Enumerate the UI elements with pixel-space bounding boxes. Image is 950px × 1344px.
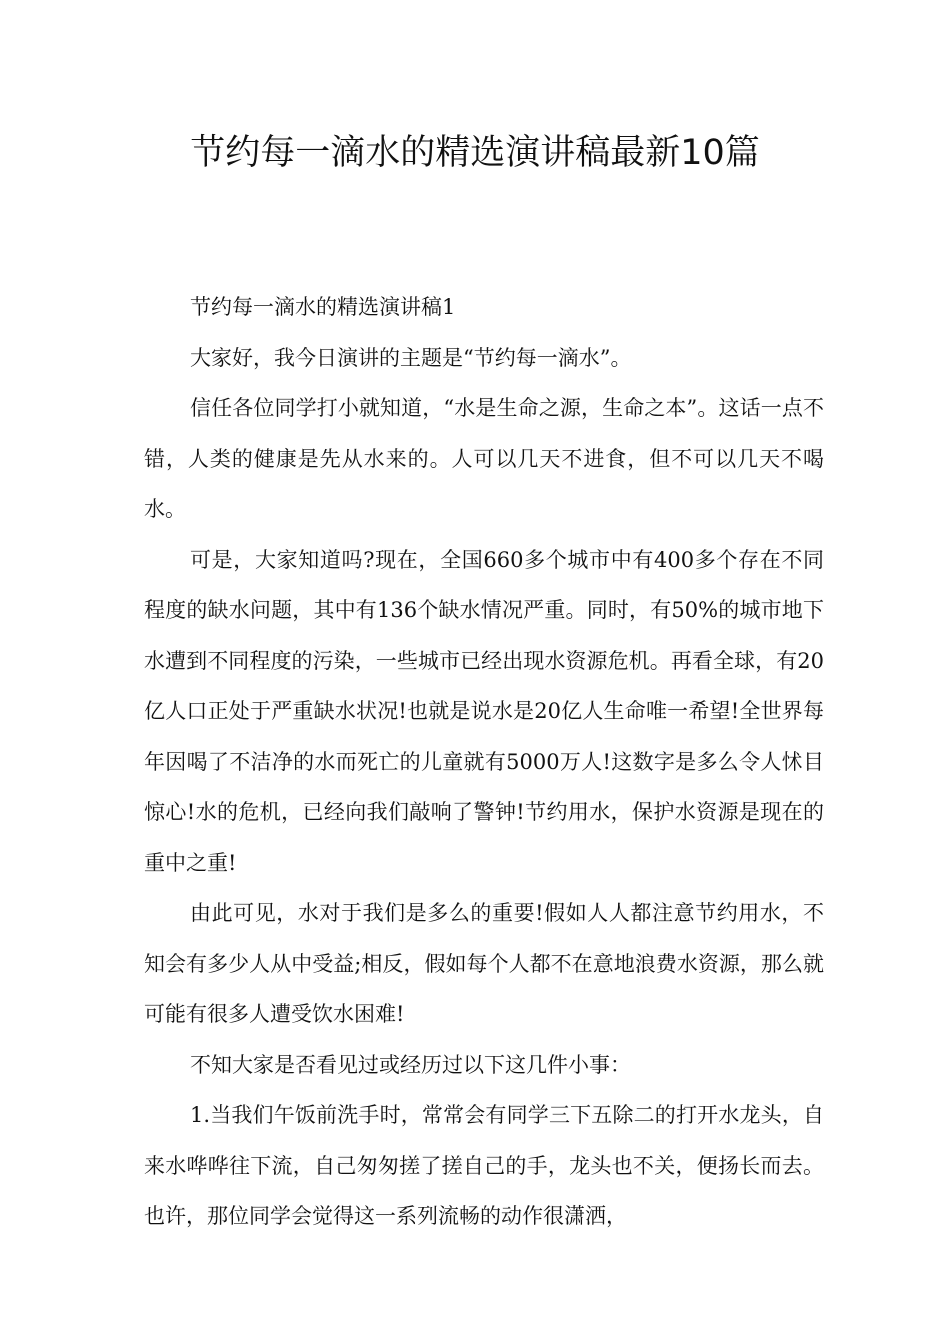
paragraph: 大家好，我今日演讲的主题是“节约每一滴水”。 [190,345,632,370]
paragraph-heading: 节约每一滴水的精选演讲稿1 [190,295,456,319]
paragraph: 不知大家是否看见过或经历过以下这几件小事： [190,1052,631,1077]
document-body [144,282,824,1242]
paragraph: 可是，大家知道吗?现在，全国660多个城市中有400多个存在不同程度的缺水问题，其中有136个缺水情况严重。同时，有50%的城市地下水遭到不同程度的污染，一些城市已经出现水资源危机。再看全球，有20亿人口正处于严重缺水状况!也就是说水是20亿人生命唯一希望!全世界每年因喝了不洁净的水而死亡的儿童就有5000万人!这数字是多么令人怵目惊心!水的危机，已经向我们敲响了警钟!节约用水，保护水资源是现在的重中之重! [144,547,824,875]
paragraph: 1.当我们午饭前洗手时，常常会有同学三下五除二的打开水龙头，自来水哗哗往下流，自己匆匆搓了搓自己的手，龙头也不关，便扬长而去。也许，那位同学会觉得这一系列流畅的动作很潇洒， [144,1103,824,1228]
document-title: 节约每一滴水的精选演讲稿最新10篇 [190,133,760,173]
paragraph: 信任各位同学打小就知道，“水是生命之源，生命之本”。这话一点不错，人类的健康是先从水来的。人可以几天不进食，但不可以几天不喝水。 [144,396,824,521]
paragraph: 由此可见，水对于我们是多么的重要!假如人人都注意节约用水，不知会有多少人从中受益;相反，假如每个人都不在意地浪费水资源，那么就可能有很多人遭受饮水困难! [144,901,824,1026]
